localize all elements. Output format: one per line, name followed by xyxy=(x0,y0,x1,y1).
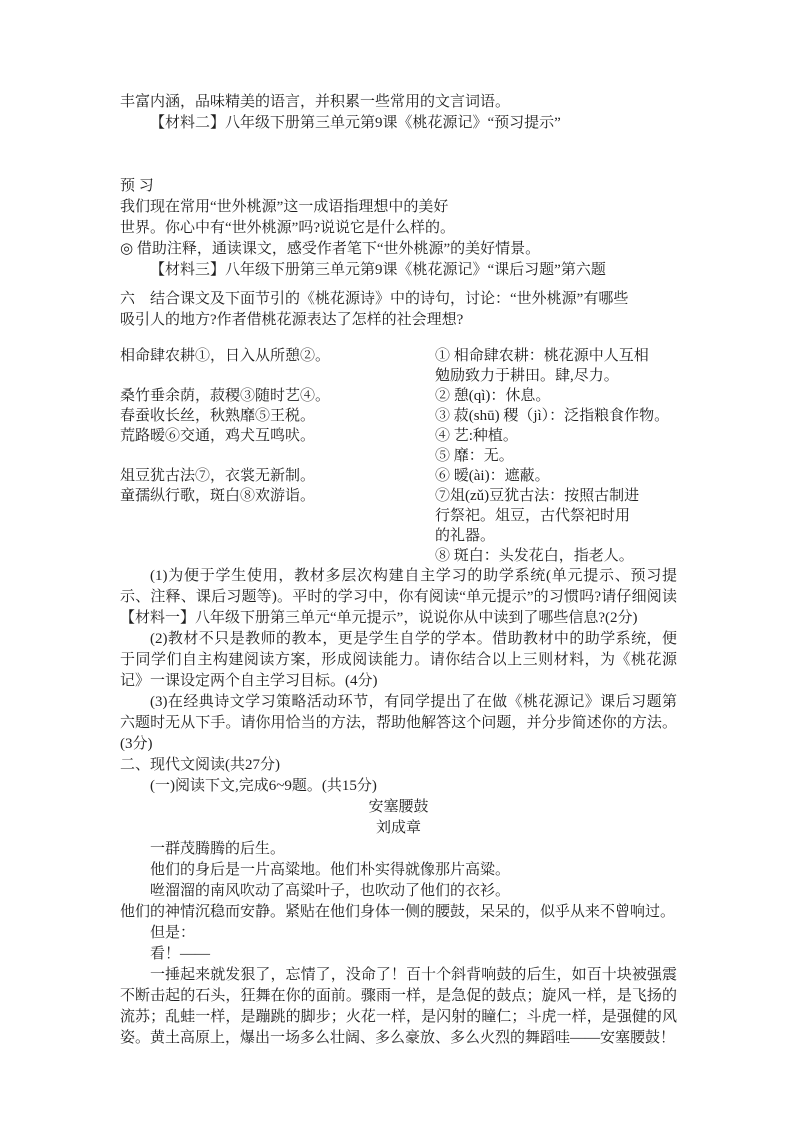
preview-line: 我们现在常用“世外桃源”这一成语指理想中的美好 xyxy=(120,199,449,215)
essay-paragraph: 一群茂腾腾的后生。 xyxy=(150,841,286,857)
preview-section xyxy=(120,176,677,260)
question-six-section xyxy=(120,289,677,331)
question-six-line: 六 结合课文及下面节引的《桃花源诗》中的诗句，讨论：“世外桃源”有哪些 xyxy=(120,291,629,307)
essay-paragraph: 他们的身后是一片高粱地。他们朴实得就像那片高粱。 xyxy=(150,862,511,878)
question-2: (2)教材不只是教师的教本，更是学生自学的学本。借助教材中的助学系统，便于同学们自主构建阅读方案，形成阅读能力。请你结合以上三则材料，为《桃花源记》一课设定两个自主学习目标。(4分) xyxy=(120,631,677,689)
question-six-line: 吸引人的地方?作者借桃花源表达了怎样的社会理想? xyxy=(120,312,464,328)
preview-title: 预 习 xyxy=(120,178,154,194)
material3-heading: 【材料三】八年级下册第三单元第9课《桃花源记》“课后习题”第六题 xyxy=(150,262,606,278)
essay-paragraph: 看！—— xyxy=(150,946,211,962)
poem-line: 春蚕收长丝，秋熟靡⑤王税。 xyxy=(120,408,316,424)
poem-verse-column xyxy=(120,346,420,506)
poem-notes-column xyxy=(435,346,677,566)
poem-note-line: ⑦俎(zǔ)豆犹古法：按照古制进 xyxy=(435,488,640,504)
preview-line: ◎ 借助注释，通读课文，感受作者笔下“世外桃源”的美好情景。 xyxy=(120,241,541,257)
question-3: (3)在经典诗文学习策略活动环节，有同学提出了在做《桃花源记》课后习题第六题时无从下手。请你用恰当的方法，帮助他解答这个问题，并分步简述你的方法。(3分) xyxy=(120,694,677,752)
poem-blank-line xyxy=(120,446,420,466)
poem-note-line: 的礼器。 xyxy=(435,528,496,544)
essay-paragraph: 咝溜溜的南风吹动了高粱叶子，也吹动了他们的衣衫。 xyxy=(150,883,511,899)
poem-blank-line xyxy=(120,366,420,386)
poem-note-line: ② 憩(qì)：休息。 xyxy=(435,388,551,404)
question-1: (1)为便于学生使用，教材多层次构建自主学习的助学系统(单元提示、预习提示、注释、课后习题等)。平时的学习中，你有阅读“单元提示”的习惯吗?请仔细阅读【材料一】八年级下册第三单元“单元提示”，说说你从中读到了哪些信息?(2分) xyxy=(120,568,677,626)
poem-note-line: ④ 艺:种植。 xyxy=(435,428,518,444)
essay-paragraph: 他们的神情沉稳而安静。紧贴在他们身体一侧的腰鼓，呆呆的，似乎从来不曾响过。 xyxy=(120,904,676,920)
preview-line: 世界。你心中有“世外桃源”吗?说说它是什么样的。 xyxy=(120,220,455,236)
poem-line: 桑竹垂余荫，菽稷③随时艺④。 xyxy=(120,388,331,404)
document-content xyxy=(120,92,677,1049)
intro-line: 丰富内涵，品味精美的语言，并积累一些常用的文言词语。 xyxy=(120,94,511,110)
poem-note-line: 勉励致力于耕田。肆,尽力。 xyxy=(435,368,619,384)
poem-note-line: ⑤ 靡：无。 xyxy=(435,448,514,464)
poem-note-line: ⑧ 斑白：头发花白，指老人。 xyxy=(435,548,634,564)
section-two-subheading: (一)阅读下文,完成6~9题。(共15分) xyxy=(150,778,377,794)
essay-paragraph: 一捶起来就发狠了，忘情了，没命了！百十个斜背响鼓的后生，如百十块被强震不断击起的石头，狂舞在你的面前。骤雨一样，是急促的鼓点；旋风一样，是飞扬的流苏；乱蛙一样，是蹦跳的脚步；火花一样，是闪射的瞳仁；斗虎一样，是强健的风姿。黄土高原上，爆出一场多么壮阔、多么豪放、多么火烈的舞蹈哇——安塞腰鼓！ xyxy=(120,967,677,1046)
material2-heading: 【材料二】八年级下册第三单元第9课《桃花源记》“预习提示” xyxy=(150,115,561,131)
poem-note-line: ③ 菽(shū) 稷（jì）：泛指粮食作物。 xyxy=(435,408,670,424)
essay-paragraph: 但是： xyxy=(150,925,196,941)
poem-line: 相命肆农耕①，日入从所憩②。 xyxy=(120,348,331,364)
poem-line: 俎豆犹古法⑦，衣裳无新制。 xyxy=(120,468,316,484)
poem-line: 童孺纵行歌，斑白⑧欢游诣。 xyxy=(120,488,316,504)
section-two-heading: 二、现代文阅读(共27分) xyxy=(120,757,280,773)
poem-note-line: 行祭祀。俎豆，古代祭祀时用 xyxy=(435,508,631,524)
poem-note-line: ① 相命肆农耕：桃花源中人互相 xyxy=(435,348,649,364)
essay-title: 安塞腰鼓 xyxy=(368,799,429,815)
poem-note-line: ⑥ 暧(ài)：遮蔽。 xyxy=(435,468,550,484)
poem-line: 荒路暧⑥交通，鸡犬互鸣吠。 xyxy=(120,428,316,444)
essay-author: 刘成章 xyxy=(375,820,421,836)
poem-section xyxy=(120,346,677,566)
